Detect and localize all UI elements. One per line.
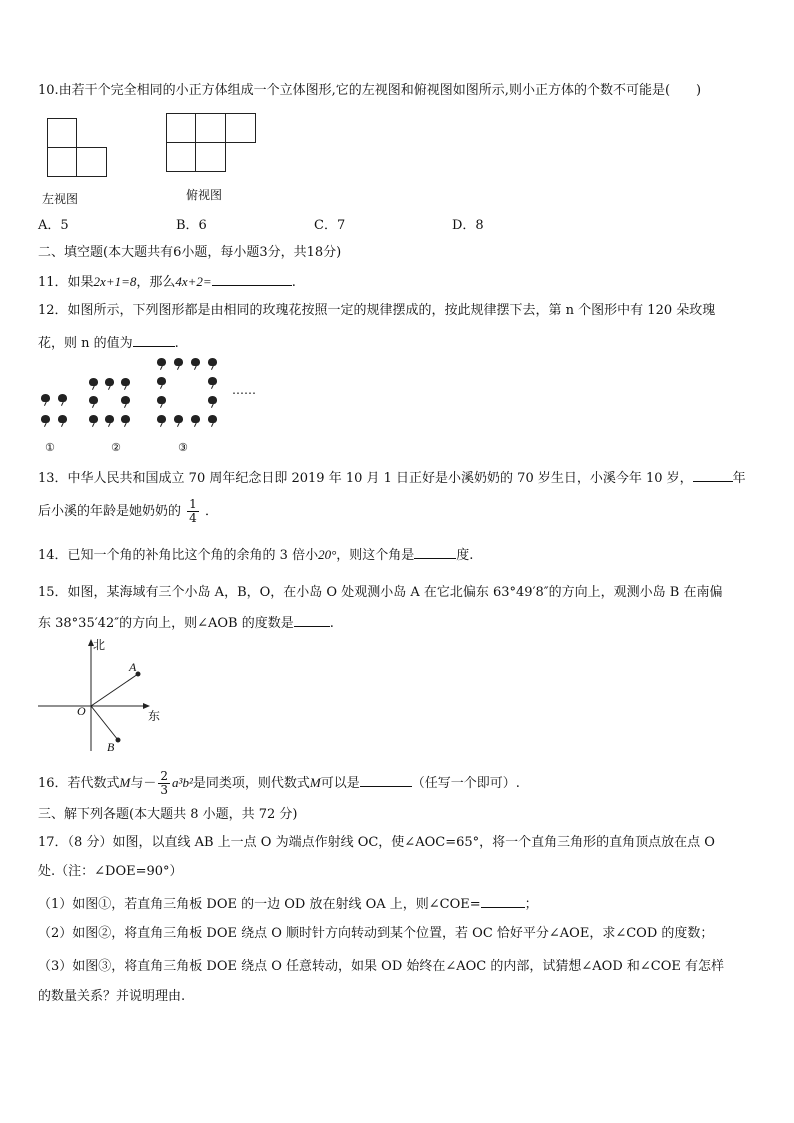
q17-line1: 17．（8 分）如图，以直线 AB 上一点 O 为端点作射线 OC，使∠AOC=65°，将一个直角三角形的直角顶点放在点 O (38, 835, 715, 850)
answer-blank (294, 613, 330, 627)
north-label: 北 (93, 638, 106, 652)
answer-blank (360, 773, 412, 787)
q17-part3-line2: 的数量关系？并说明理由. (38, 989, 186, 1004)
q15-line2: 东 38°35′42″的方向上，则∠AOB 的度数是 . (38, 613, 334, 633)
point-o-label: O (77, 704, 86, 718)
answer-blank (133, 333, 175, 347)
answer-blank (414, 545, 456, 559)
compass-figure (36, 636, 176, 756)
fig-label-3: ③ (178, 441, 188, 454)
east-label: 东 (148, 709, 161, 723)
option-a: A．5 (38, 218, 69, 233)
fraction-two-thirds: $\frac{2}{3}$ (160, 769, 169, 797)
fig-label-2: ② (111, 441, 121, 454)
ellipsis: …… (232, 383, 256, 397)
q13-line2: 后小溪的年龄是她奶奶的 $\frac{1}{4}$ ． (38, 497, 218, 525)
answer-blank (212, 272, 292, 286)
fig-label-1: ① (45, 441, 55, 454)
q13-line1: 13．中华人民共和国成立 70 周年纪念日即 2019 年 10 月 1 日正好是小溪奶奶的 70 岁生日，小溪今年 10 岁， 年 (38, 468, 746, 488)
q16: 16．若代数式M与－ $\frac{2}{3}$ a³b²是同类项，则代数式M可以是 （任写一个即可）. (38, 769, 520, 797)
q17-part2: （2）如图②，将直角三角板 DOE 绕点 O 顺时针方向转动到某个位置，若 OC 恰好平分∠AOE，求∠COD 的度数； (38, 926, 714, 941)
option-b: B．6 (176, 218, 207, 233)
point-b-label: B (107, 740, 115, 754)
q14: 14．已知一个角的补角比这个角的余角的 3 倍小20°，则这个角是 度. (38, 547, 474, 563)
section-3-heading: 三、解下列各题(本大题共 8 小题，共 72 分) (38, 807, 298, 822)
answer-blank (693, 468, 733, 482)
q12-line1: 12．如图所示，下列图形都是由相同的玫瑰花按照一定的规律摆成的，按此规律摆下去，第 n 个图形中有 120 朵玫瑰 (38, 303, 716, 318)
q17-line2: 处.（注：∠DOE=90°） (38, 864, 183, 879)
answer-blank (481, 894, 525, 908)
option-d: D．8 (452, 218, 484, 233)
left-view-label: 左视图 (42, 192, 79, 206)
top-view-label: 俯视图 (186, 188, 223, 202)
fraction-one-quarter: $\frac{1}{4}$ (189, 497, 197, 525)
q10-text: 10.由若干个完全相同的小正方体组成一个立体图形,它的左视图和俯视图如图所示,则小正方体的个数不可能是( ) (38, 83, 702, 98)
point-a-label: A (129, 660, 137, 674)
option-c: C．7 (314, 218, 346, 233)
q17-part1: （1）如图①，若直角三角板 DOE 的一边 OD 放在射线 OA 上，则∠COE= ； (38, 894, 538, 914)
q15-line1: 15．如图，某海域有三个小岛 A，B，O，在小岛 O 处观测小岛 A 在它北偏东 63°49′8″的方向上，观测小岛 B 在南偏 (38, 585, 723, 600)
q12-line2: 花，则 n 的值为 . (38, 333, 179, 353)
q17-part3-line1: （3）如图③，将直角三角板 DOE 绕点 O 任意转动，如果 OD 始终在∠AOC 的内部，试猜想∠AOD 和∠COE 有怎样 (38, 959, 725, 974)
q11: 11．如果2x+1=8，那么4x+2= . (38, 274, 296, 290)
section-2-heading: 二、填空题(本大题共有6小题，每小题3分，共18分) (38, 245, 342, 260)
